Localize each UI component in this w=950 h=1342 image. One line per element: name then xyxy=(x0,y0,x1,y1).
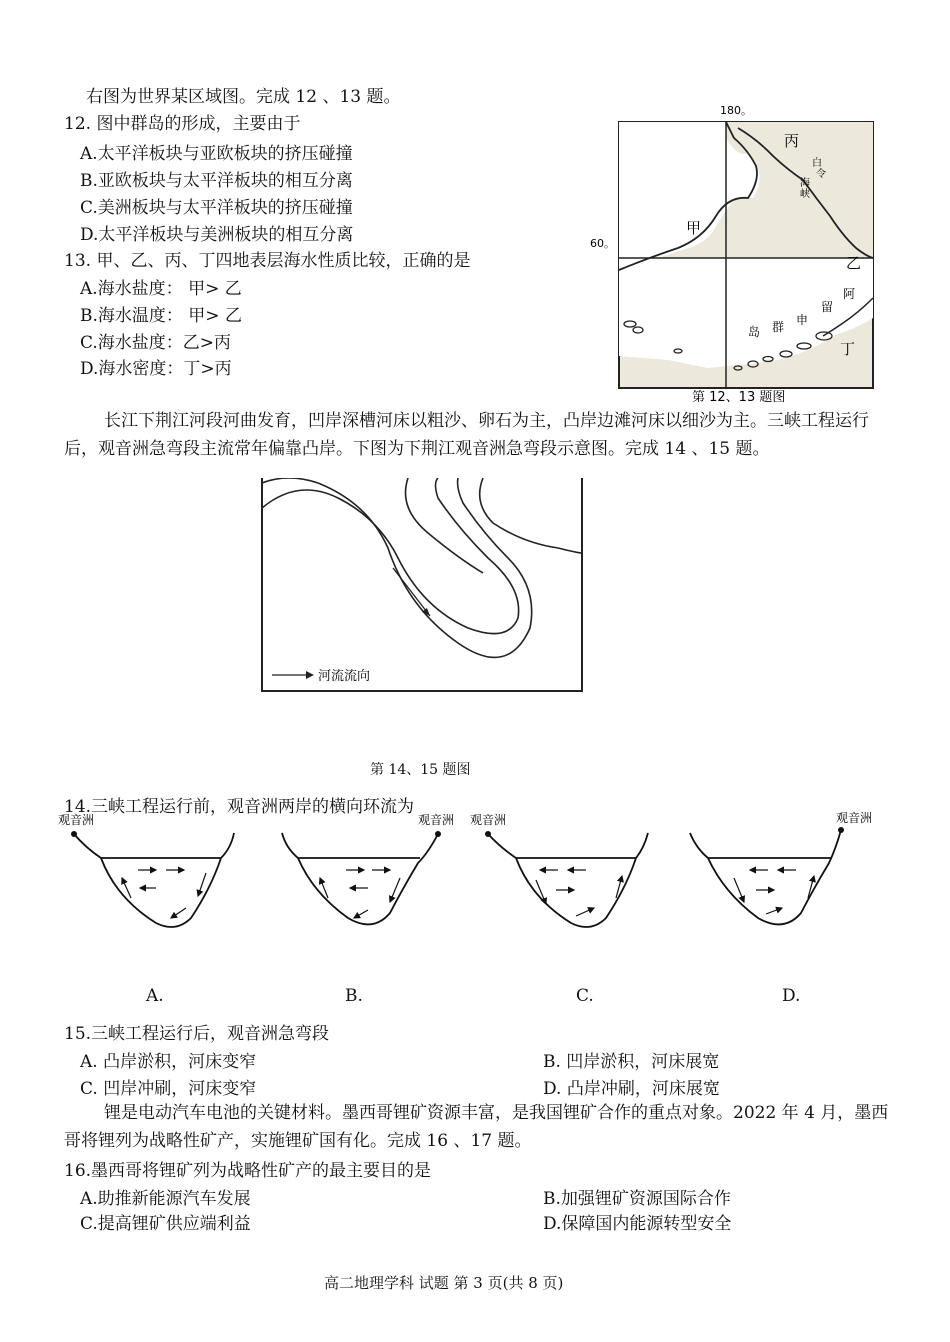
island-char: 留 xyxy=(821,300,834,314)
river-bank-inner-top xyxy=(406,478,484,573)
question-14-option-c[interactable]: C. xyxy=(576,986,594,1006)
question-16-option-c[interactable]: C.提高锂矿供应端利益 xyxy=(80,1214,251,1234)
diagram-a xyxy=(58,812,234,927)
site-label: 观音洲 xyxy=(418,813,455,827)
island-char: 申 xyxy=(796,313,809,327)
map-caption: 第 12、13 题图 xyxy=(692,390,786,405)
question-16-stem: 16.墨西哥将锂矿列为战略性矿产的最主要目的是 xyxy=(64,1161,432,1181)
diagram-c xyxy=(470,812,648,927)
river-diagram xyxy=(258,478,588,696)
river-caption: 第 14、15 题图 xyxy=(370,762,471,778)
question-15-option-b[interactable]: B. 凹岸淤积，河床展宽 xyxy=(543,1052,720,1072)
island-char: 岛 xyxy=(748,325,761,339)
question-13-option-b[interactable]: B.海水温度： 甲> 乙 xyxy=(80,306,242,326)
question-12-option-d[interactable]: D.太平洋板块与美洲板块的相互分离 xyxy=(80,225,354,245)
diagram-b xyxy=(282,812,454,924)
question-13-stem: 13. 甲、乙、丙、丁四地表层海水性质比较，正确的是 xyxy=(64,251,471,271)
question-15-option-d[interactable]: D. 凸岸冲刷，河床展宽 xyxy=(543,1079,720,1099)
strait-char: 白 xyxy=(812,158,822,169)
question-16-option-b[interactable]: B.加强锂矿资源国际合作 xyxy=(543,1189,731,1209)
question-12-option-b[interactable]: B.亚欧板块与太平洋板块的相互分离 xyxy=(80,171,353,191)
lon-label: 180。 xyxy=(720,104,752,117)
intro-16-17: 锂是电动汽车电池的关键材料。墨西哥锂矿资源丰富，是我国锂矿合作的重点对象。2022 年 4 月，墨西哥将锂列为战略性矿产，实施锂矿国有化。完成 16 、17 题。 xyxy=(64,1103,889,1151)
question-14-option-a[interactable]: A. xyxy=(146,986,164,1006)
question-15-stem: 15.三峡工程运行后，观音洲急弯段 xyxy=(64,1024,330,1044)
question-13-option-d[interactable]: D.海水密度：丁>丙 xyxy=(80,359,232,379)
legend-label: 河流流向 xyxy=(318,669,371,684)
diagram-d xyxy=(690,810,872,924)
island-char: 阿 xyxy=(843,287,856,301)
label-ding: 丁 xyxy=(840,340,856,358)
river-frame xyxy=(262,478,582,691)
label-yi: 乙 xyxy=(846,254,862,272)
question-15-option-a[interactable]: A. 凸岸淤积，河床变窄 xyxy=(80,1052,257,1072)
site-label: 观音洲 xyxy=(470,813,507,827)
question-16-option-a[interactable]: A.助推新能源汽车发展 xyxy=(80,1189,251,1209)
question-12-stem: 12. 图中群岛的形成，主要由于 xyxy=(64,114,301,134)
site-label: 观音洲 xyxy=(836,811,873,825)
label-jia: 甲 xyxy=(686,219,702,237)
circulation-diagrams xyxy=(56,808,906,948)
question-15-option-c[interactable]: C. 凹岸冲刷，河床变窄 xyxy=(80,1079,257,1099)
strait-char: 峡 xyxy=(800,189,810,200)
question-16-option-d[interactable]: D.保障国内能源转型安全 xyxy=(543,1214,732,1234)
question-12-option-a[interactable]: A.太平洋板块与亚欧板块的挤压碰撞 xyxy=(80,144,353,164)
region-map xyxy=(588,98,888,408)
legend-arrowhead xyxy=(306,671,314,679)
flow-arrow xyxy=(393,568,430,616)
island-char: 群 xyxy=(772,320,785,334)
question-14-option-b[interactable]: B. xyxy=(345,986,363,1006)
question-14-stem: 14.三峡工程运行前，观音洲两岸的横向环流为 xyxy=(64,797,415,817)
strait-char: 令 xyxy=(816,169,826,180)
intro-14-15: 长江下荆江河段河曲发育，凹岸深槽河床以粗沙、卵石为主，凸岸边滩河床以细沙为主。三峡工程运行后，观音洲急弯段主流常年偏靠凸岸。下图为下荆江观音洲急弯段示意图。完成 14 、15 题。 xyxy=(64,411,869,459)
question-13-option-a[interactable]: A.海水盐度： 甲> 乙 xyxy=(80,279,242,299)
page-footer: 高二地理学科 试题 第 3 页(共 8 页) xyxy=(324,1274,564,1292)
question-14-option-d[interactable]: D. xyxy=(782,986,801,1006)
lat-label: 60。 xyxy=(590,237,615,250)
river-midline xyxy=(262,478,532,657)
question-12-option-c[interactable]: C.美洲板块与太平洋板块的挤压碰撞 xyxy=(80,198,353,218)
intro-12-13: 右图为世界某区域图。完成 12 、13 题。 xyxy=(86,87,401,107)
river-bank-east xyxy=(480,478,582,553)
label-bing: 丙 xyxy=(784,132,800,150)
site-label: 观音洲 xyxy=(58,813,95,827)
strait-char: 海 xyxy=(800,178,810,189)
question-13-option-c[interactable]: C.海水盐度：乙>丙 xyxy=(80,333,232,353)
